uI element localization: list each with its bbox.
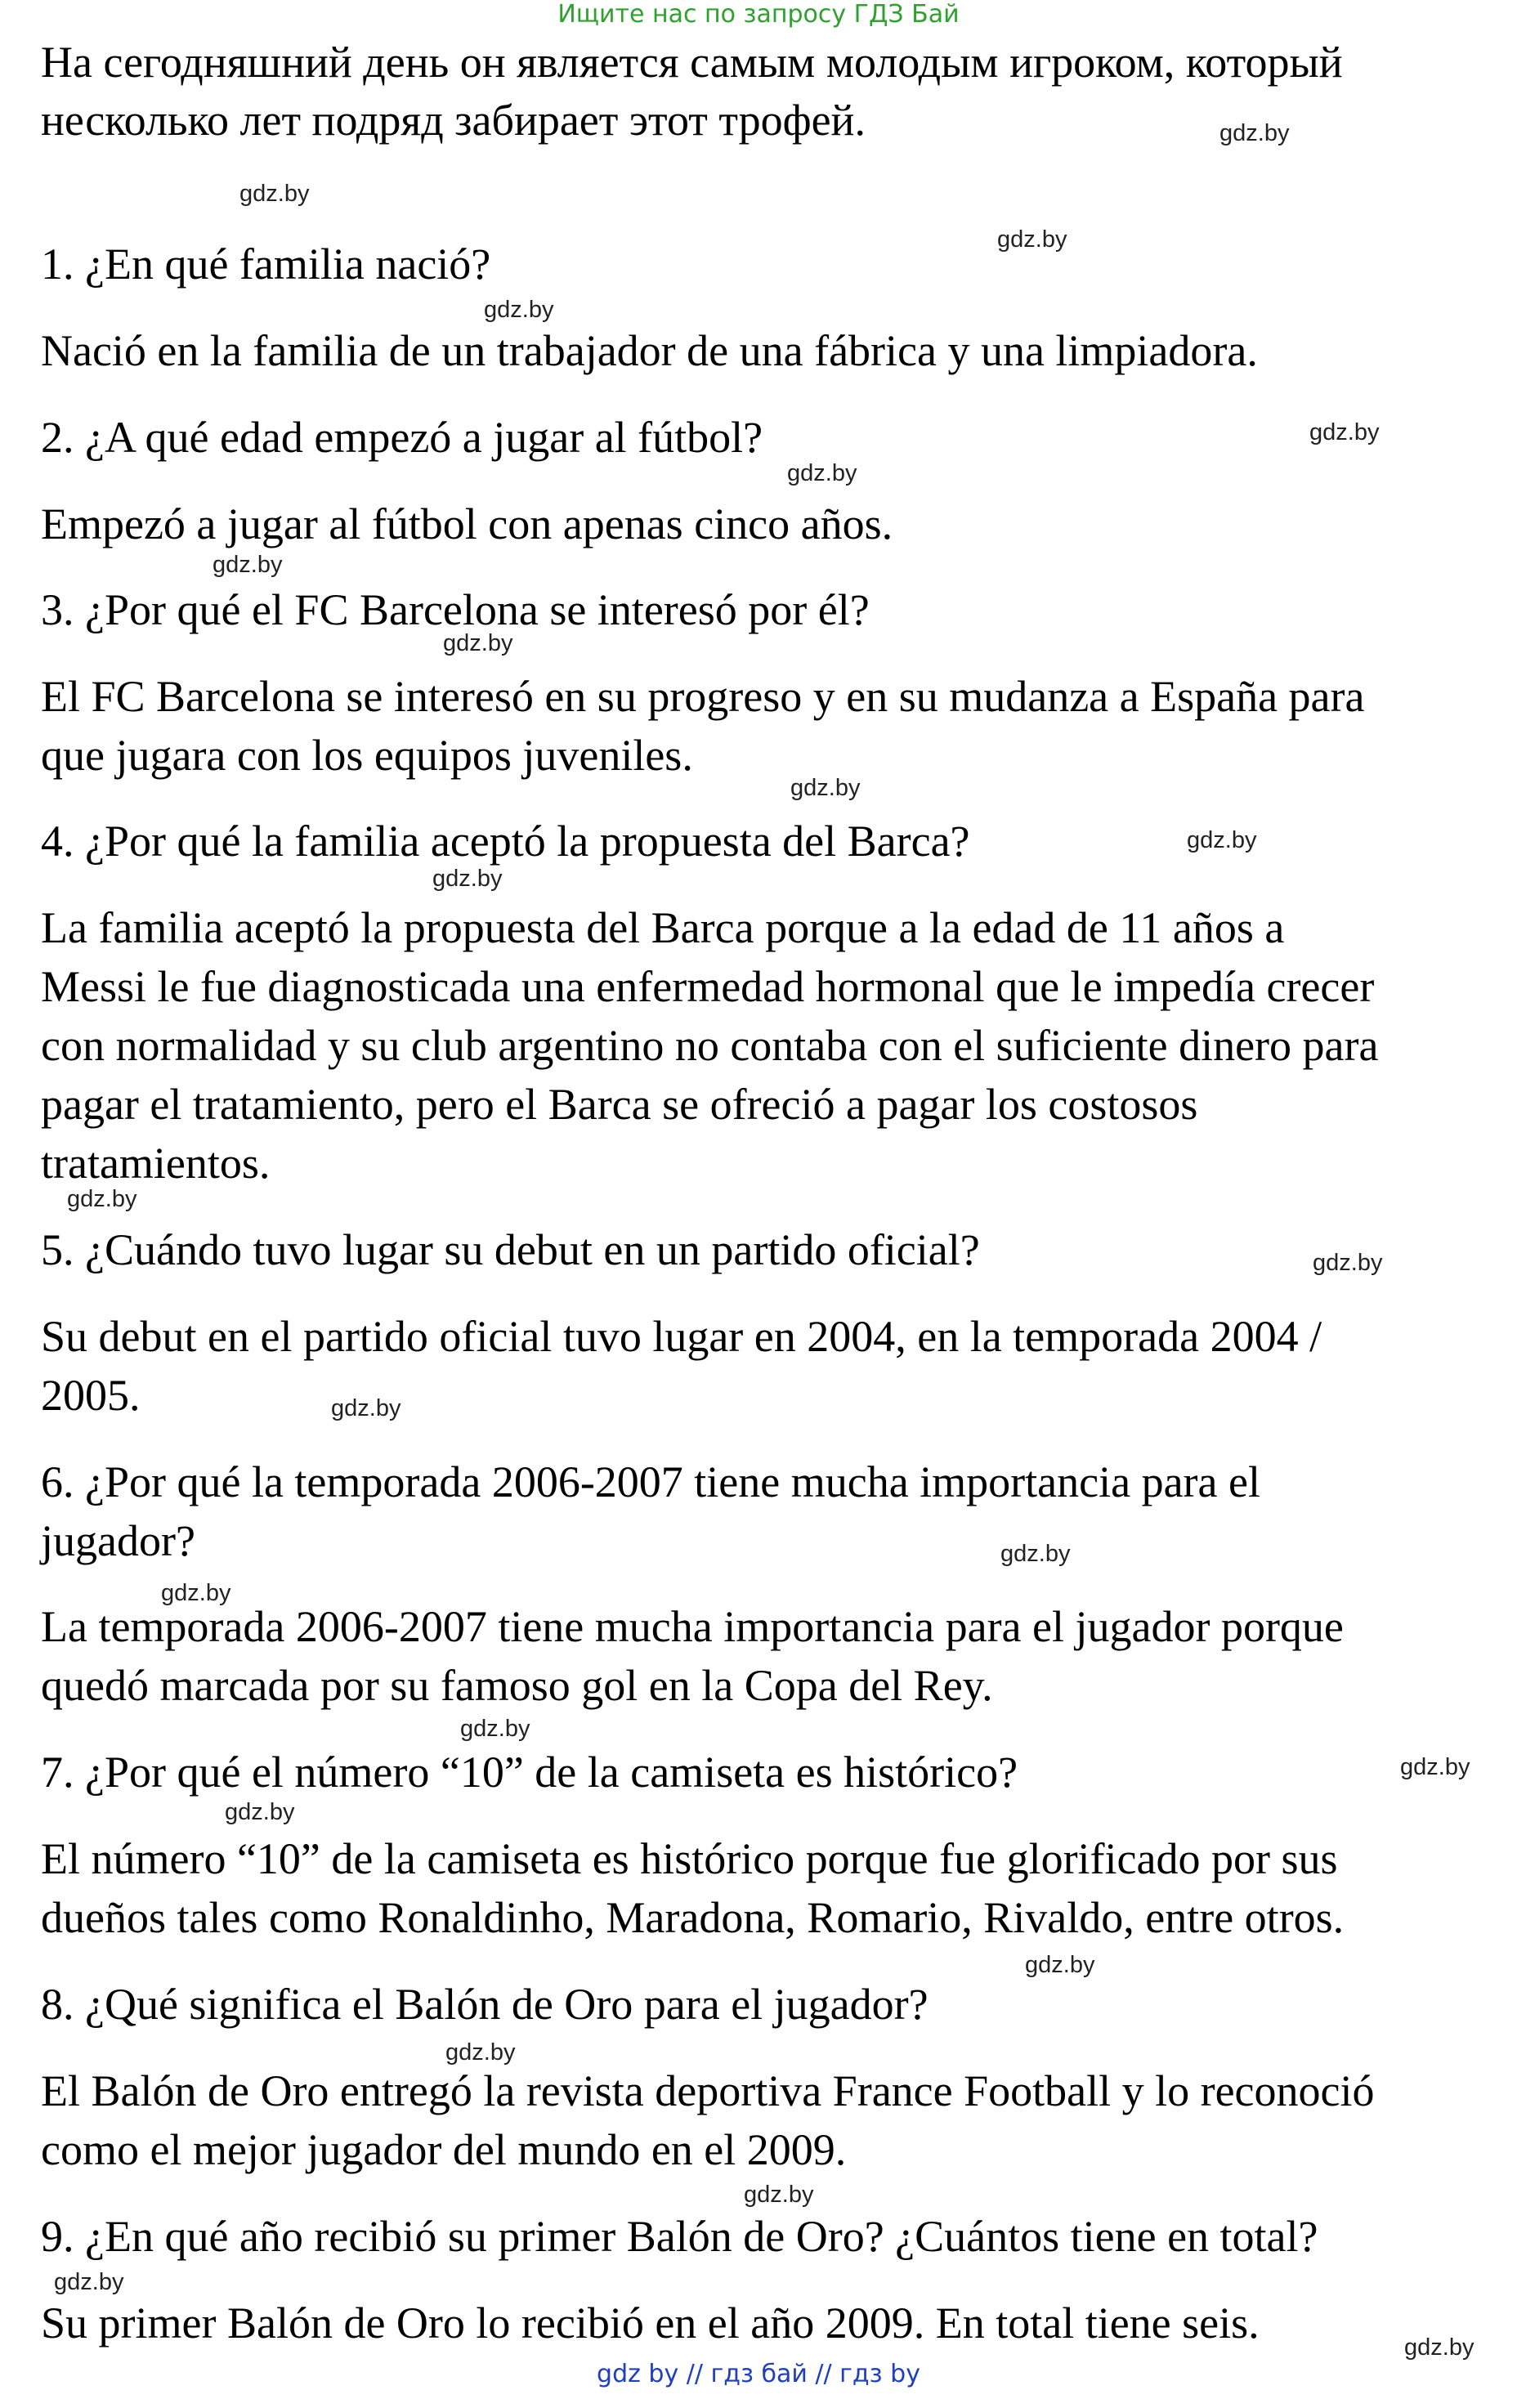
question-6: 6. ¿Por qué la temporada 2006-2007 tiene mucha importancia para el bbox=[41, 1457, 1260, 1506]
footer-banner: gdz by // гдз бай // гдз by bbox=[597, 2360, 920, 2388]
answer-8: como el mejor jugador del mundo en el 2009. bbox=[41, 2125, 847, 2174]
answer-7: El número “10” de la camiseta es histórico porque fue glorificado por sus bbox=[41, 1834, 1338, 1883]
answer-3: El FC Barcelona se interesó en su progreso y en su mudanza a España para bbox=[41, 672, 1365, 721]
answer-4: tratamientos. bbox=[41, 1139, 271, 1188]
answer-1: Nació en la familia de un trabajador de una fábrica y una limpiadora. bbox=[41, 326, 1258, 375]
answer-9: Su primer Balón de Oro lo recibió en el año 2009. En total tiene seis. bbox=[41, 2298, 1260, 2348]
watermark: gdz.by bbox=[54, 2269, 124, 2295]
answer-4: pagar el tratamiento, pero el Barca se ofreció a pagar los costosos bbox=[41, 1080, 1198, 1129]
watermark: gdz.by bbox=[1400, 1754, 1470, 1780]
watermark: gdz.by bbox=[1219, 120, 1290, 146]
answer-2: Empezó a jugar al fútbol con apenas cinco años. bbox=[41, 499, 893, 548]
question-1: 1. ¿En qué familia nació? bbox=[41, 239, 491, 289]
watermark: gdz.by bbox=[1025, 1952, 1095, 1978]
question-8: 8. ¿Qué significa el Balón de Oro para el jugador? bbox=[41, 1980, 929, 2029]
watermark: gdz.by bbox=[997, 226, 1067, 253]
answer-6: quedó marcada por su famoso gol en la Copa del Rey. bbox=[41, 1661, 993, 1710]
question-9: 9. ¿En qué año recibió su primer Balón de Oro? ¿Cuántos tiene en total? bbox=[41, 2212, 1318, 2261]
text-line: несколько лет подряд забирает этот трофей. bbox=[41, 96, 866, 145]
watermark: gdz.by bbox=[484, 297, 554, 323]
watermark: gdz.by bbox=[213, 552, 283, 578]
answer-5: Su debut en el partido oficial tuvo lugar en 2004, en la temporada 2004 / bbox=[41, 1312, 1322, 1361]
question-3: 3. ¿Por qué el FC Barcelona se interesó por él? bbox=[41, 585, 870, 634]
answer-4: Messi le fue diagnosticada una enfermedad hormonal que le impedía crecer bbox=[41, 962, 1375, 1011]
watermark: gdz.by bbox=[744, 2182, 814, 2208]
answer-4: con normalidad y su club argentino no contaba con el suficiente dinero para bbox=[41, 1021, 1379, 1070]
answer-8: El Balón de Oro entregó la revista deportiva France Football y lo reconoció bbox=[41, 2066, 1375, 2115]
answer-4: La familia aceptó la propuesta del Barca porque a la edad de 11 años a bbox=[41, 903, 1285, 952]
watermark: gdz.by bbox=[790, 775, 861, 801]
watermark: gdz.by bbox=[225, 1799, 295, 1825]
question-6: jugador? bbox=[41, 1516, 195, 1565]
watermark: gdz.by bbox=[239, 181, 310, 207]
answer-6: La temporada 2006-2007 tiene mucha importancia para el jugador porque bbox=[41, 1602, 1344, 1651]
answer-7: dueños tales como Ronaldinho, Maradona, Romario, Rivaldo, entre otros. bbox=[41, 1893, 1345, 1942]
watermark: gdz.by bbox=[161, 1580, 231, 1606]
watermark: gdz.by bbox=[1404, 2334, 1474, 2361]
watermark: gdz.by bbox=[331, 1395, 401, 1421]
watermark: gdz.by bbox=[1187, 827, 1257, 853]
answer-3: que jugara con los equipos juveniles. bbox=[41, 731, 693, 780]
top-banner: Ищите нас по запросу ГДЗ Бай bbox=[557, 0, 960, 29]
question-2: 2. ¿A qué edad empezó a jugar al fútbol? bbox=[41, 413, 763, 462]
watermark: gdz.by bbox=[67, 1186, 137, 1212]
question-5: 5. ¿Cuándo tuvo lugar su debut en un partido oficial? bbox=[41, 1225, 980, 1274]
watermark: gdz.by bbox=[1313, 1250, 1383, 1276]
watermark: gdz.by bbox=[432, 866, 503, 892]
watermark: gdz.by bbox=[445, 2039, 516, 2066]
watermark: gdz.by bbox=[1000, 1541, 1071, 1567]
question-7: 7. ¿Por qué el número “10” de la camiseta es histórico? bbox=[41, 1748, 1018, 1797]
question-4: 4. ¿Por qué la familia aceptó la propuesta del Barca? bbox=[41, 817, 970, 866]
text-line: На сегодняшний день он является самым молодым игроком, который bbox=[41, 38, 1343, 87]
watermark: gdz.by bbox=[460, 1716, 530, 1742]
watermark: gdz.by bbox=[1309, 419, 1380, 445]
answer-5: 2005. bbox=[41, 1371, 141, 1420]
watermark: gdz.by bbox=[787, 460, 857, 486]
watermark: gdz.by bbox=[443, 630, 513, 656]
